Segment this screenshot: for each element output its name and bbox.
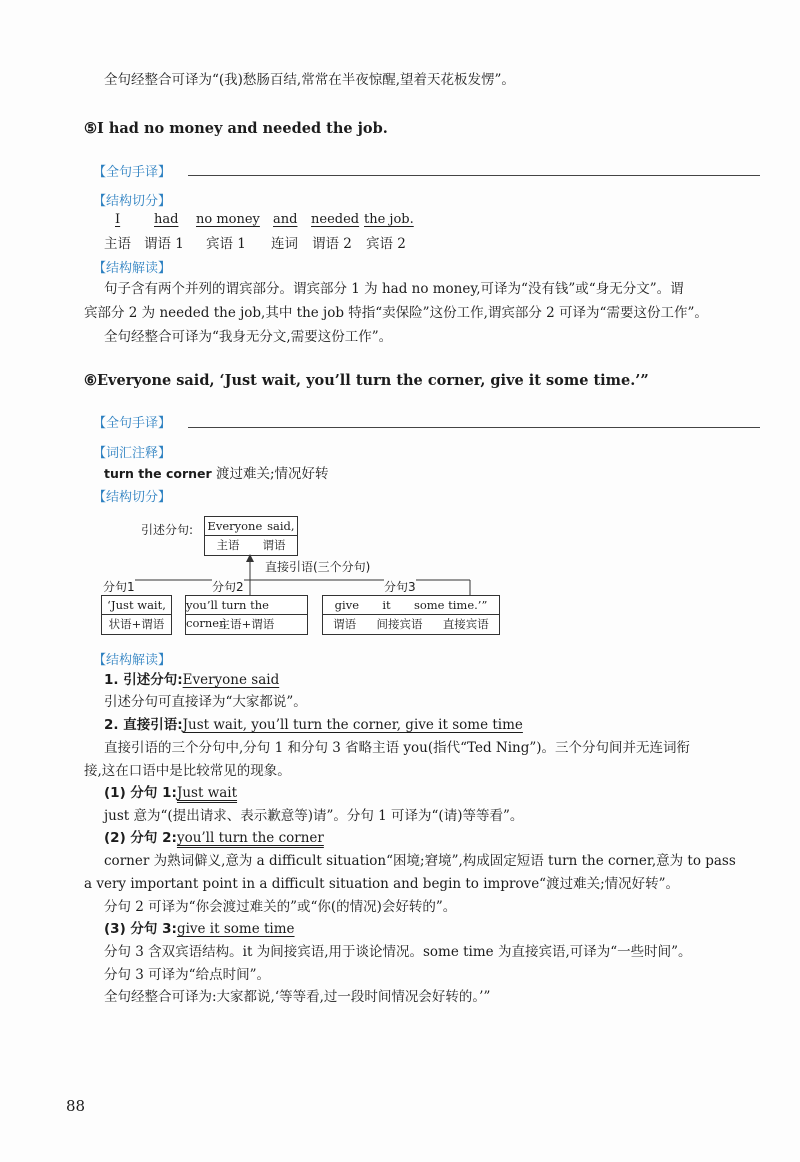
- point-2: [104, 715, 523, 735]
- clause3-word: give: [334, 598, 359, 612]
- tag-structure-analysis: 【结构解读】: [93, 261, 172, 276]
- clause-2-text-1: corner 为熟词僻义,意为 a difficult situation“困境;窘境”,构成固定短语 turn the corner,意为 to pass: [104, 853, 736, 869]
- role-subject: 主语: [104, 236, 131, 252]
- role-object-1: 宾语 1: [206, 236, 246, 252]
- tag-structure-split: 【结构切分】: [93, 490, 172, 505]
- word-verb-1: had: [154, 212, 179, 227]
- clause-3-value: give it some time: [176, 921, 295, 937]
- arrow-head: [246, 554, 254, 562]
- clause3-role: 直接宾语: [442, 617, 489, 631]
- clause1-word: ‘Just wait,: [107, 598, 166, 612]
- clause1-role: 状语+谓语: [108, 617, 165, 631]
- analysis-line-2: 宾部分 2 为 needed the job,其中 the job 特指“卖保险”这份工作,谓宾部分 2 可译为“需要这份工作”。: [84, 305, 708, 321]
- clause-3-point: [104, 919, 295, 939]
- role-conjunction: 连词: [271, 236, 298, 252]
- analysis-line-3: 全句经整合可译为“我身无分文,需要这份工作”。: [104, 329, 393, 345]
- point-2-text-1: 直接引语的三个分句中,分句 1 和分句 3 省略主语 you(指代“Ted Ning”)。三个分句间并无连词衔: [104, 740, 691, 756]
- final-translation: 全句经整合可译为:大家都说,‘等等看,过一段时间情况会好转的。’”: [104, 989, 491, 1005]
- page-number: 88: [66, 1097, 86, 1115]
- tag-structure-analysis: 【结构解读】: [93, 653, 172, 668]
- clause-2-point: [104, 828, 324, 848]
- clause-1-text: just 意为“(提出请求、表示歉意等)请”。分句 1 可译为“(请)等等看”。: [104, 808, 524, 824]
- clause-box-3: [322, 595, 500, 635]
- role-verb-2: 谓语 2: [312, 236, 352, 252]
- tag-structure-split: 【结构切分】: [93, 194, 172, 209]
- point-1: [104, 670, 279, 690]
- clause-box-2: [185, 595, 308, 635]
- clause-label-3: 分句3: [384, 580, 416, 594]
- clause-3-text-2: 分句 3 可译为“给点时间”。: [104, 967, 270, 983]
- word-subject: I: [115, 212, 121, 227]
- diagram-top-role: 谓语: [262, 538, 286, 552]
- diagram-top-word: Everyone: [207, 519, 263, 533]
- tag-full-translation: 【全句手译】: [93, 165, 172, 180]
- clause2-word: you’ll turn the corner,: [186, 598, 269, 630]
- clause-label-1: 分句1: [103, 580, 135, 594]
- role-verb-1: 谓语 1: [144, 236, 184, 252]
- vocab-term: turn the corner: [104, 466, 212, 481]
- clause3-role: 谓语: [333, 617, 357, 631]
- point-1-text: 引述分句可直接译为“大家都说”。: [104, 694, 307, 710]
- word-verb-2: needed: [311, 212, 360, 227]
- clause-3-label: (3) 分句 3:: [104, 921, 177, 937]
- role-object-2: 宾语 2: [366, 236, 406, 252]
- clause-1-label: (1) 分句 1:: [104, 785, 177, 801]
- diagram-top-label: 引述分句:: [141, 523, 194, 537]
- point-1-value: Everyone said: [182, 672, 280, 688]
- diagram-arrow-label: 直接引语(三个分句): [265, 560, 371, 574]
- clause-2-text-3: 分句 2 可译为“你会渡过难关的”或“你(的情况)会好转的”。: [104, 899, 457, 915]
- analysis-line-1: 句子含有两个并列的谓宾部分。谓宾部分 1 为 had no money,可译为“没有钱”或“身无分文”。谓: [104, 281, 684, 297]
- paragraph-conclusion-prev: 全句经整合可译为“(我)愁肠百结,常常在半夜惊醒,望着天花板发愣”。: [104, 72, 515, 88]
- word-object-2: the job.: [364, 212, 414, 227]
- point-2-label: 2. 直接引语:: [104, 717, 183, 733]
- clause3-word: it: [382, 598, 391, 612]
- point-2-text-2: 接,这在口语中是比较常见的现象。: [84, 763, 291, 779]
- clause3-role: 间接宾语: [376, 617, 423, 631]
- clause-box-1: [101, 595, 172, 635]
- clause-label-2: 分句2: [212, 580, 244, 594]
- clause-1-point: [104, 783, 237, 803]
- sentence-6-heading: ⑥Everyone said, ‘Just wait, you’ll turn the corner, give it some time.’”: [84, 372, 649, 389]
- clause-2-value: you’ll turn the corner: [176, 830, 324, 846]
- clause-2-text-2: a very important point in a difficult situation and begin to improve“渡过难关;情况好转”。: [84, 876, 680, 892]
- clause-1-value: Just wait: [176, 785, 238, 801]
- word-object-1: no money: [196, 212, 260, 227]
- clause3-word: some time.’”: [413, 598, 488, 612]
- tag-vocab-notes: 【词汇注释】: [93, 446, 172, 461]
- point-2-value: Just wait, you’ll turn the corner, give it some time: [182, 717, 523, 733]
- clause2-role: 主语+谓语: [218, 617, 275, 631]
- clause-3-text-1: 分句 3 含双宾语结构。it 为间接宾语,用于谈论情况。some time 为直接宾语,可译为“一些时间”。: [104, 944, 692, 960]
- diagram-top-word: said,: [267, 519, 295, 533]
- clause-2-label: (2) 分句 2:: [104, 830, 177, 846]
- tag-full-translation: 【全句手译】: [93, 416, 172, 431]
- sentence-5-heading: ⑤I had no money and needed the job.: [84, 120, 388, 137]
- diagram-top-role: 主语: [216, 538, 240, 552]
- word-conjunction: and: [273, 212, 298, 227]
- point-1-label: 1. 引述分句:: [104, 672, 183, 688]
- vocab-definition: 渡过难关;情况好转: [216, 466, 329, 482]
